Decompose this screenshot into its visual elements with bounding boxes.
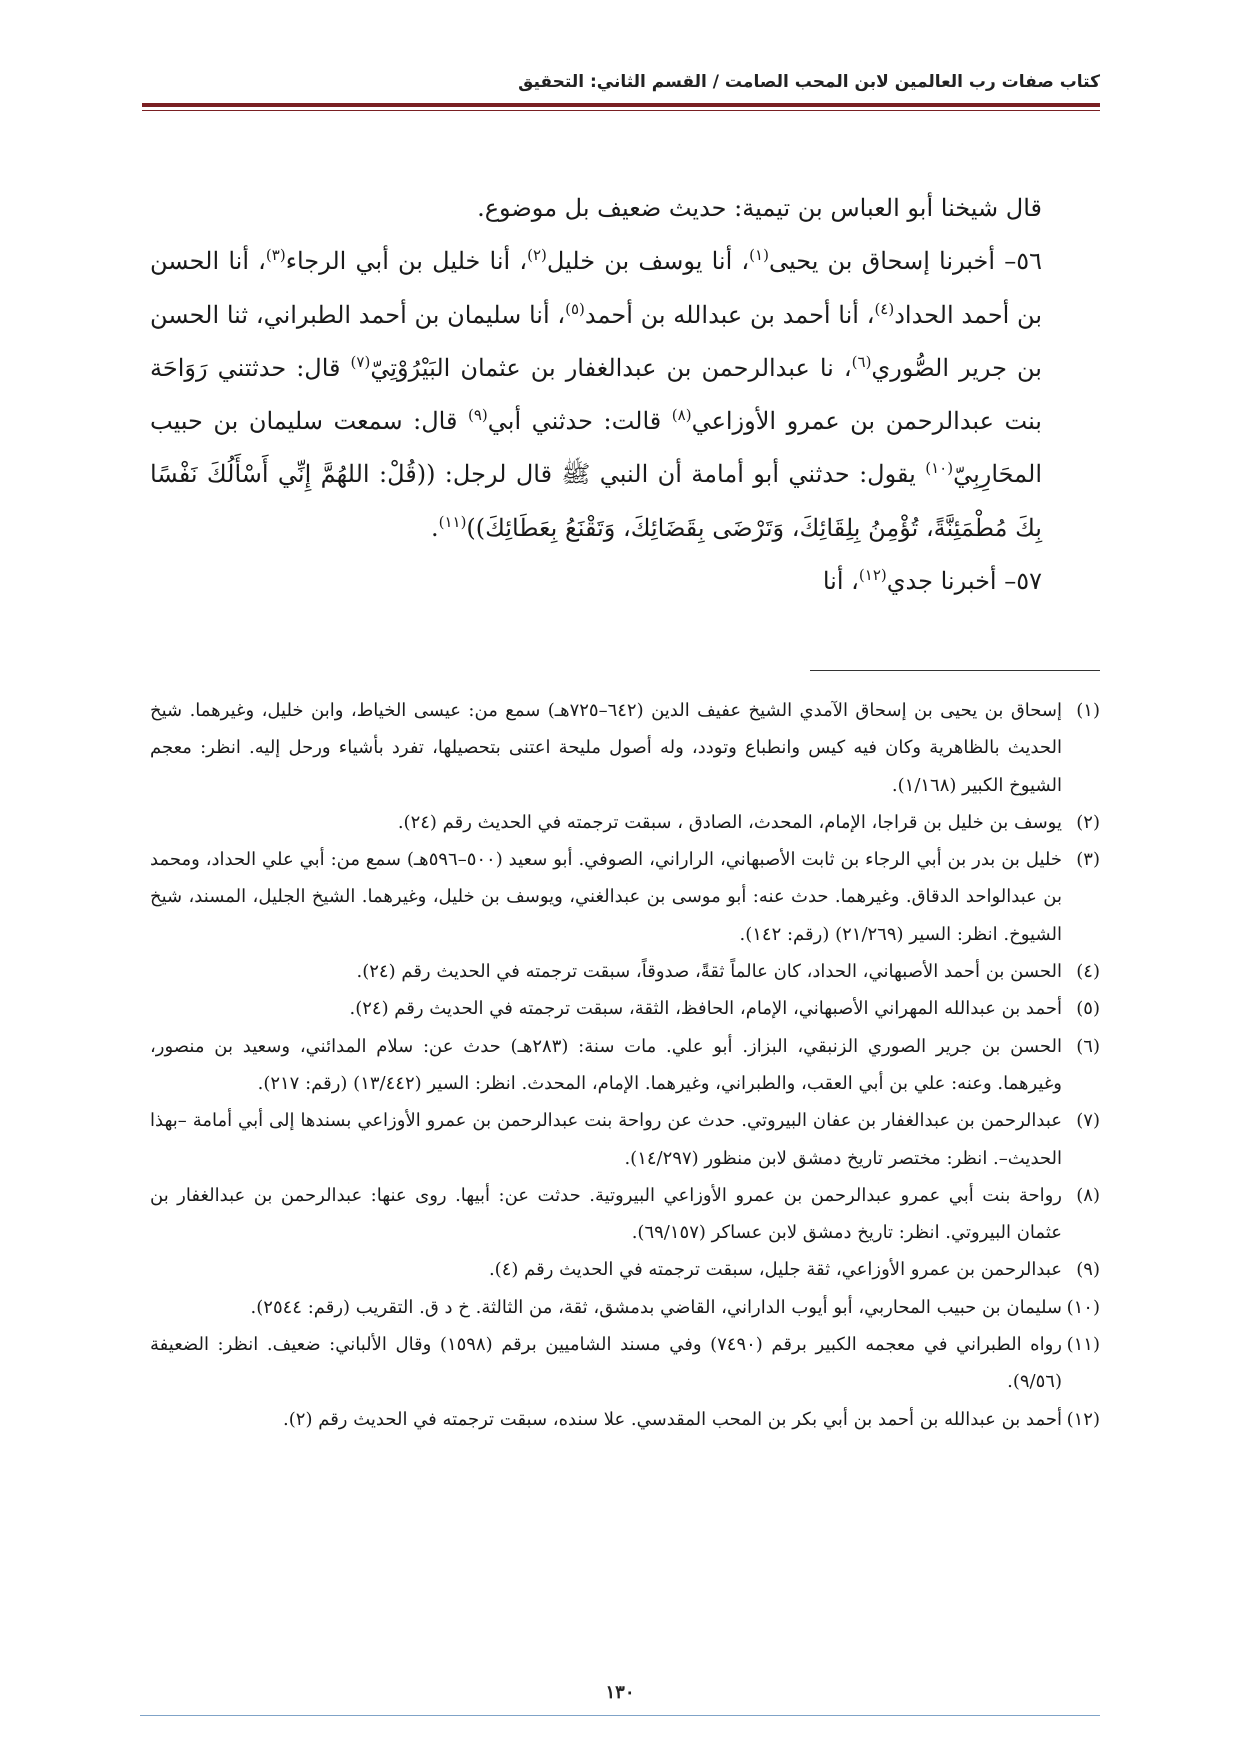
footnote-ref: (١٠) bbox=[925, 459, 954, 478]
footnote-ref: (٥) bbox=[565, 299, 585, 318]
footnote bbox=[150, 1326, 1100, 1401]
footnote-number: (٩) bbox=[1076, 1259, 1100, 1281]
footnote-ref: (٤) bbox=[874, 299, 895, 318]
book-title: كتاب صفات رب العالمين لابن المحب الصامت / القسم الثاني: التحقيق bbox=[518, 72, 1100, 92]
footnote bbox=[150, 804, 1100, 841]
footnote bbox=[150, 692, 1100, 804]
footnote bbox=[150, 990, 1100, 1027]
header-rule-thin bbox=[142, 110, 1100, 111]
footnote-ref: (١١) bbox=[438, 512, 467, 531]
footnote-text: رواحة بنت أبي عمرو عبدالرحمن بن عمرو الأوزاعي البيروتية. حدثت عن: أبيها. روى عنها: عبدالرحمن بن عبدالغفار بن عثمان البيروتي. انظر: تاريخ دمشق لابن عساكر (٦٩/١٥٧). bbox=[150, 1184, 1062, 1244]
main-text bbox=[150, 182, 1100, 608]
footnote-text: يوسف بن خليل بن قراجا، الإمام، المحدث، الصادق ، سبقت ترجمته في الحديث رقم (٢٤). bbox=[397, 811, 1062, 833]
footnote-ref: (١٢) bbox=[858, 566, 887, 585]
footnote-number: (١) bbox=[1076, 700, 1100, 721]
footnote-text: خليل بن بدر بن أبي الرجاء بن ثابت الأصبهاني، الراراني، الصوفي. أبو سعيد (٥٠٠–٥٩٦هـ) سمع من: أبي علي الحداد، ومحمد بن عبدالواحد الدقاق. وغيرهما. حدث عنه: أبو موسى بن عبدالغني، ويوسف بن خليل، وغيرهما. الشيخ الجليل، المسند، شيخ الشيوخ. انظر: السير (٢١/٢٦٩) (رقم: ١٤٢). bbox=[150, 849, 1062, 945]
body-paragraph: ٥٧– أخبرنا جدي$^{(١٢)}$، أنا bbox=[822, 566, 1042, 596]
footnote bbox=[150, 1401, 1100, 1438]
footnote-text: الحسن بن جرير الصوري الزنبقي، البزاز. أبو علي. مات سنة: (٢٨٣هـ) حدث عن: سلام المدائني، وسعيد بن منصور، وغيرهما. وعنه: علي بن أبي العقب، والطبراني، وغيرهما. الإمام، المحدث. انظر: السير (١٣/٤٤٢) (رقم: ٢١٧). bbox=[150, 1035, 1062, 1094]
footnote-text: أحمد بن عبدالله بن أحمد بن أبي بكر بن المحب المقدسي. علا سنده، سبقت ترجمته في الحديث رقم (٢). bbox=[283, 1408, 1062, 1430]
body-paragraph: قال شيخنا أبو العباس بن تيمية: حديث ضعيف بل موضوع. bbox=[477, 194, 1042, 222]
footnote-number: (١٠) bbox=[1066, 1296, 1100, 1318]
footnote-ref: (٨) bbox=[671, 406, 692, 425]
footer-rule bbox=[140, 1715, 1100, 1716]
footnote bbox=[150, 953, 1100, 990]
footnote-ref: (٦) bbox=[851, 352, 872, 371]
footnote-text: عبدالرحمن بن عمرو الأوزاعي، ثقة جليل، سبقت ترجمته في الحديث رقم (٤). bbox=[488, 1259, 1062, 1281]
footnote-separator bbox=[810, 670, 1100, 671]
footnotes bbox=[150, 692, 1100, 1438]
footnote-ref: (٧) bbox=[350, 352, 371, 371]
footnote-number: (٦) bbox=[1076, 1035, 1100, 1057]
footnote bbox=[150, 1251, 1100, 1288]
footnote-text: أحمد بن عبدالله المهراني الأصبهاني، الإمام، الحافظ، الثقة، سبقت ترجمته في الحديث رقم (٢٤). bbox=[349, 998, 1062, 1020]
footnote-ref: (١) bbox=[749, 246, 769, 265]
footnote-number: (٢) bbox=[1076, 811, 1100, 833]
footnote-number: (٨) bbox=[1076, 1184, 1100, 1206]
header-rule-thick bbox=[142, 103, 1100, 107]
footnote-ref: (٢) bbox=[527, 246, 547, 265]
body-paragraph: ٥٦– أخبرنا إسحاق بن يحيى$^{(١)}$، أنا يوسف بن خليل$^{(٢)}$، أنا خليل بن أبي الرجاء$^{(٣)}$، أنا الحسن بن أحمد الحداد$^{(٤)}$، أنا أحمد بن عبدالله بن أحمد$^{(٥)}$، أنا سليمان بن أحمد الطبراني، ثنا الحسن بن جرير الصُّوري$^{(٦)}$، نا عبدالرحمن بن عبدالغفار بن عثمان البَيْرُوْتِيّ$^{(٧)}$ قال: حدثتني رَوَاحَة بنت عبدالرحمن بن عمرو الأوزاعي$^{(٨)}$ قالت: حدثني أبي$^{(٩)}$ قال: سمعت سليمان بن حبيب المحَارِبِيّ$^{(١٠)}$ يقول: حدثني أبو أمامة أن النبي ﷺ قال لرجل: ((قُلْ: اللهُمَّ إِنِّي أَسْأَلُكَ نَفْسًا بِكَ مُطْمَئِنَّةً، تُؤْمِنُ بِلِقَائِكَ، وَتَرْضَى بِقَضَائِكَ، وَتَقْنَعُ بِعَطَائِكَ))$^{(١١)}$. bbox=[150, 246, 1043, 542]
footnote-text: رواه الطبراني في معجمه الكبير برقم (٧٤٩٠) وفي مسند الشاميين برقم (١٥٩٨) وقال الألباني: ضعيف. انظر: الضعيفة (٩/٥٦). bbox=[150, 1334, 1062, 1393]
footnote-text: عبدالرحمن بن عبدالغفار بن عفان البيروتي. حدث عن رواحة بنت عبدالرحمن بن عمرو الأوزاعي بسندها إلى أبي أمامة –بهذا الحديث–. انظر: مختصر تاريخ دمشق لابن منظور (١٤/٢٩٧). bbox=[150, 1110, 1062, 1169]
footnote-text: سليمان بن حبيب المحاربي، أبو أيوب الداراني، القاضي بدمشق، ثقة، من الثالثة. خ د ق. التقريب (رقم: ٢٥٤٤). bbox=[250, 1296, 1062, 1318]
footnote bbox=[150, 841, 1100, 953]
footnote bbox=[150, 1102, 1100, 1177]
footnote bbox=[150, 1177, 1100, 1252]
footnote-ref: (٩) bbox=[467, 406, 488, 425]
footnote-text: الحسن بن أحمد الأصبهاني، الحداد، كان عالماً ثقةً، صدوقاً، سبقت ترجمته في الحديث رقم (٢٤). bbox=[356, 961, 1062, 983]
footnote-ref: (٣) bbox=[265, 246, 286, 265]
footnote-number: (١١) bbox=[1066, 1334, 1100, 1356]
page-number: ١٣٠ bbox=[605, 1682, 635, 1703]
footnote bbox=[150, 1289, 1100, 1326]
footnote-number: (١٢) bbox=[1066, 1408, 1100, 1430]
footnote-number: (٧) bbox=[1076, 1110, 1100, 1132]
footnote-number: (٥) bbox=[1076, 998, 1100, 1020]
footnote-number: (٤) bbox=[1076, 961, 1100, 983]
footnote-text: إسحاق بن يحيى بن إسحاق الآمدي الشيخ عفيف الدين (٦٤٢–٧٢٥هـ) سمع من: عيسى الخياط، وابن خليل، وغيرهما. شيخ الحديث بالظاهرية وكان فيه كيس وانطباع وتودد، وله أصول مليحة اعتنى بتحصيلها، تفرد بأشياء ورحل إليه. انظر: معجم الشيوخ الكبير (١/١٦٨). bbox=[150, 700, 1062, 796]
footnote bbox=[150, 1028, 1100, 1103]
footnote-number: (٣) bbox=[1076, 849, 1100, 871]
